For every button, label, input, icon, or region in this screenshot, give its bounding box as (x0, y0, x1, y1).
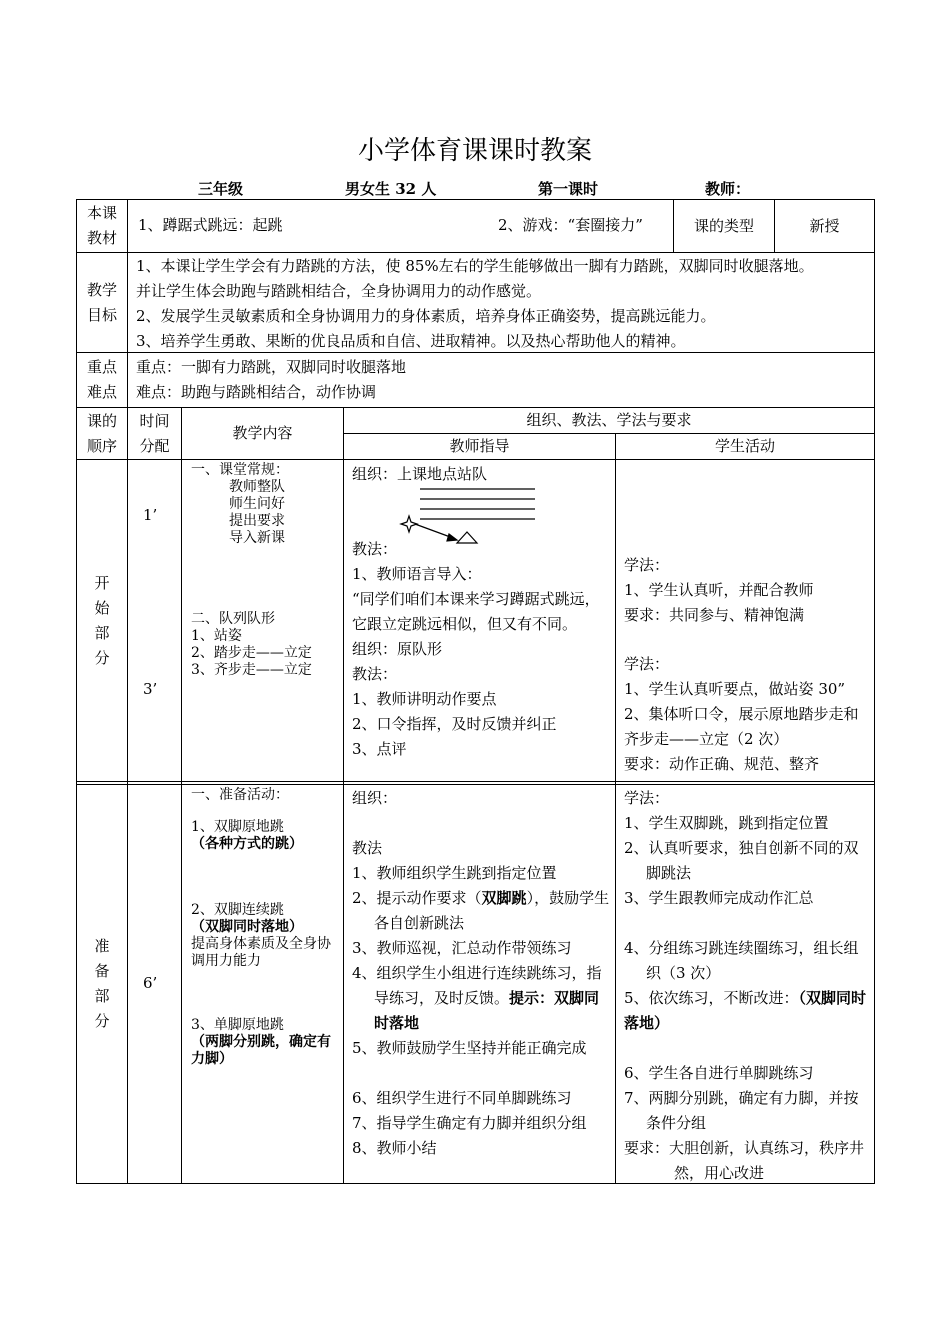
start-section-label: 开 始 部 分 (94, 573, 110, 667)
prep-section-label: 准 备 部 分 (94, 937, 110, 1030)
teacher-header: 教师指导 (449, 437, 510, 455)
lesson-type-value: 新授 (809, 216, 840, 235)
prep-content: 一、准备活动： 1、双脚原地跳 （各种方式的跳） 2、双脚连续跳 （双脚同时落地） 提高身体素质及全身协调用力能力 3、单脚原地跳 （两脚分别跳，确定有力脚） (191, 787, 331, 1067)
textbook-item-2: 2、游戏：“套圈接力” (498, 216, 643, 234)
key-text: 重点：一脚有力踏跳，双脚同时收腿落地 难点：助跑与踏跳相结合，动作协调 (136, 358, 407, 401)
page-title: 小学体育课课时教案 (357, 136, 592, 166)
teacher-label: 教师： (705, 180, 751, 198)
textbook-label: 本课 教材 (86, 204, 117, 247)
prep-student: 学法： 1、学生双脚跳，跳到指定位置 2、认真听要求，独自创新不同的双脚跳法 3、学生跟教师完成动作汇总 4、分组练习跳连续圈练习，组长组织（3 次） 5、依次练习，不断改进：（双脚同时落地） 6、学生各自进行单脚跳练习 7、两脚分别跳，确定有力脚，并按条件分组 要求：大胆创新，认真练习，秩序井然，用心改进 (624, 789, 867, 1182)
start-content-a: 一、课堂常规： 教师整队 师生问好 提出要求 导入新课 (191, 462, 289, 546)
start-time-2: 3’ (143, 680, 158, 698)
start-time-1: 1’ (143, 506, 158, 524)
prep-time: 6’ (143, 974, 158, 992)
student-header: 学生活动 (714, 437, 775, 455)
student-count: 男女生 32 人 (345, 180, 437, 198)
start-content-b: 二、队列队形 1、站姿 2、踏步走——立定 3、齐步走——立定 (191, 611, 312, 678)
key-label: 重点 难点 (86, 358, 117, 401)
start-student-b: 学法： 1、学生认真听要点，做站姿 30” 2、集体听口令，展示原地踏步走和齐步走——立定（2 次） 要求：动作正确、规范、整齐 (624, 655, 859, 773)
org-header: 组织、教法、学法与要求 (526, 411, 692, 429)
textbook-item-1: 1、蹲踞式跳远：起跳 (138, 216, 283, 234)
time-header: 时间 分配 (139, 411, 170, 455)
grade-label: 三年级 (198, 180, 244, 198)
start-teacher-org: 组织：上课地点站队 (352, 465, 488, 483)
start-student-a: 学法： 1、学生认真听，并配合教师 要求：共同参与、精神饱满 (624, 556, 814, 624)
lesson-type-label: 课的类型 (693, 216, 754, 235)
lesson-number: 第一课时 (538, 180, 599, 198)
goals-text: 1、本课让学生学会有力踏跳的方法，使 85%左右的学生能够做出一脚有力踏跳，双脚同时收腿落地。 并让学生体会助跑与踏跳相结合，全身协调用力的动作感觉。 2、发展学生灵敏素质和全身协调用力的身体素质，培养身体正确姿势，提高跳远能力。 3、培养学生勇敢、果断的优良品质和自信、进取精神。以及热心帮助他人的精神。 (136, 257, 814, 350)
goals-label: 教学 目标 (86, 280, 117, 324)
prep-teacher: 组织： 教法 1、教师组织学生跳到指定位置 2、提示动作要求（双脚跳），鼓励学生各自创新跳法 3、教师巡视，汇总动作带领练习 4、组织学生小组进行连续跳练习，指导练习，及时反馈。提示：双脚同时落地 5、教师鼓励学生坚持并能正确完成 6、组织学生进行不同单脚跳练习 7、指导学生确定有力脚并组织分组 8、教师小结 (352, 789, 610, 1157)
start-teacher-method: 教法： 1、教师语言导入： “同学们咱们本课来学习蹲踞式跳远，它跟立定跳远相似，但又有不同。 组织：原队形 教法： 1、教师讲明动作要点 2、口令指挥，及时反馈并纠正 3、点评 (352, 540, 600, 758)
order-header: 课的 顺序 (86, 411, 117, 455)
content-header: 教学内容 (232, 424, 293, 442)
